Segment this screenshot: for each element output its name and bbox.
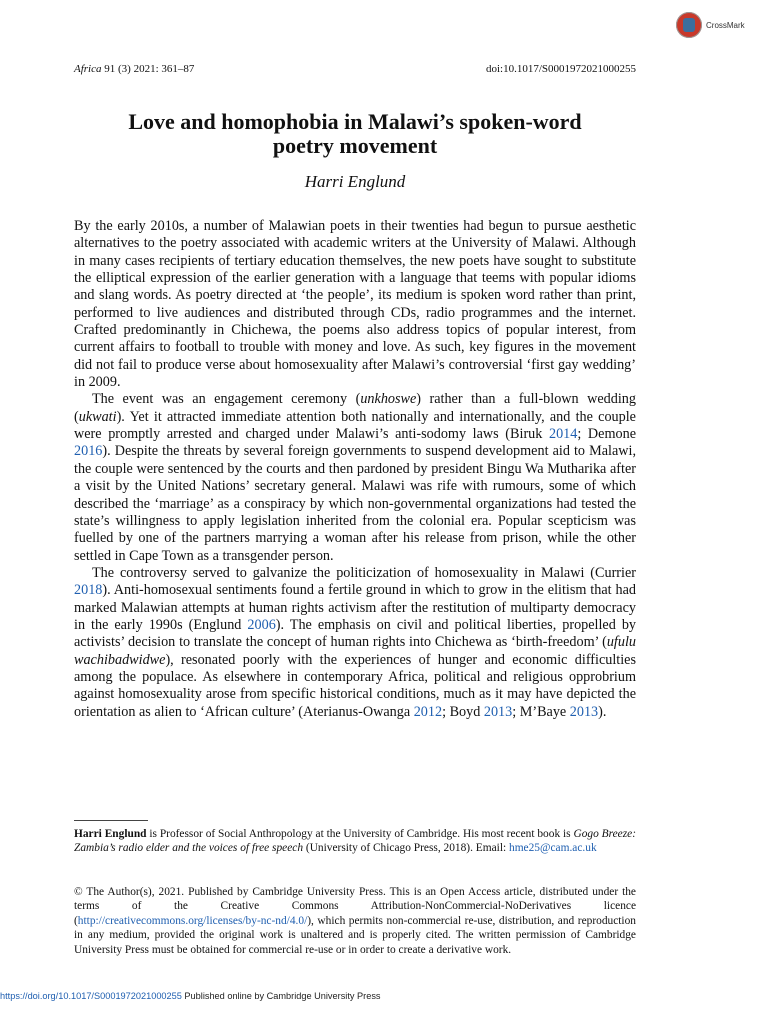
crossmark-label: CrossMark	[706, 20, 745, 30]
article-doi: doi:10.1017/S0001972021000255	[485, 63, 636, 75]
paragraph-text: The event was an engagement ceremony (	[92, 391, 361, 408]
paragraph-text: The controversy served to galvanize the politicization of homosexuality in Malawi (Currier	[92, 564, 636, 581]
journal-name: Africa	[74, 63, 102, 75]
paragraph-text: ). Yet it attracted immediate attention both nationally and internationally, and the couple were promptly arrested and charged under Malawi’s anti-sodomy laws (Biruk	[74, 408, 636, 443]
citation-year-link[interactable]: 2016	[74, 443, 103, 460]
paragraph-text: ; Boyd	[442, 703, 484, 720]
paragraph-text: ) rather than a full-blown wedding (	[74, 391, 636, 425]
paragraph-text: ). Despite the threats by several foreign governments to suspend development aid to Malawi, the couple were sentenced by the courts and then pardoned by president Bingu Wa Mutharika after a visit by the United Nations’ secretary general. Malawi was rife with rumours, some of which described the ‘marriage’ as a conspiracy by which non-governmental organizations had tested the state’s willingness to apply legislation inherited from the colonial era. Popular scepticism was fuelled by one of the partners marrying a woman after his release from prison, while the other settled in Cape Town as a transgender person.	[74, 443, 636, 564]
license-text-2: ), which permits non-commercial re-use, distribution, and reproduction in any medium, provided the original work is unaltered and is properly cited. The written permission of Cambridge University Press must be obtained for commercial re-use or in order to create a derivative work.	[74, 914, 636, 956]
journal-issue: 91 (3) 2021: 361–87	[104, 63, 195, 75]
paragraph-text: ; Demone	[577, 426, 636, 443]
bio-author-name: Harri Englund	[74, 828, 147, 840]
bio-book-title: Gogo Breeze: Zambia’s radio elder and the voices of free speech	[74, 828, 637, 855]
paragraph-text: ). The emphasis on civil and political liberties, propelled by activists’ decision to translate the concept of human rights into Chichewa as ‘birth-freedom’ (	[74, 616, 637, 651]
footer-published: Published online by Cambridge University Press	[181, 991, 381, 1001]
italic-term: unkhoswe	[360, 391, 417, 408]
citation-year-link[interactable]: 2014	[548, 426, 578, 443]
author-email-link[interactable]: hme25@cam.ac.uk	[509, 842, 597, 855]
citation-year-link[interactable]: 2018	[74, 582, 103, 599]
crossmark-badge[interactable]	[676, 12, 745, 38]
license-note	[74, 885, 636, 957]
bio-text-1: is Professor of Social Anthropology at the University of Cambridge. His most recent book is	[146, 828, 574, 840]
citation-year-link[interactable]: 2006	[247, 616, 276, 633]
page-footer	[0, 991, 381, 1001]
article-author: Harri Englund	[304, 172, 406, 191]
footnote-divider	[74, 820, 148, 821]
bio-text-2: (University of Chicago Press, 2018). Email:	[303, 842, 509, 855]
paragraph-text: By the early 2010s, a number of Malawian poets in their twenties had begun to pursue aesthetic alternatives to the poetry associated with academic writers at the University of Malawi. Although in many cases recipients of tertiary education themselves, the new poets have sought to substitute the elliptical expression of the earlier generation with a language that teems with popular idioms and slang words. As poetry directed at ‘the people’, its medium is spoken word rather than print, performed to live audiences and distributed through CDs, radio programmes and the internet. Crafted predominantly in Chichewa, the poems also address topics of popular interest, from current affairs to football to trouble with money and love. As such, key figures in the movement did not fail to produce verse about homosexuality after Malawi’s controversial ‘first gay wedding’ in 2009.	[74, 218, 636, 391]
footer-doi-link[interactable]: https://doi.org/10.1017/S0001972021000255	[0, 991, 182, 1001]
body-paragraph	[74, 218, 636, 391]
paragraph-text: ; M’Baye	[512, 703, 570, 720]
article-title	[74, 110, 636, 158]
paragraph-text: ).	[598, 703, 607, 720]
citation-year-link[interactable]: 2013	[569, 703, 599, 720]
paragraph-text: ). Anti-homosexual sentiments found a fertile ground in which to grow in the elitism that had marked Malawian attempts at human rights activism after the restitution of multiparty democracy in the early 1990s (Englund	[74, 582, 636, 633]
article-body	[74, 218, 636, 721]
title-line-2: poetry movement	[272, 133, 438, 158]
paragraph-text: ), resonated poorly with the experiences of hunger and economic difficulties among the populace. As elsewhere in contemporary Africa, political and religious opprobrium against homosexuality arose from specific historical conditions, much as it may have depicted the orientation as alien to ‘African culture’ (Aterianus-Owanga	[74, 651, 636, 720]
author-bio-note	[74, 827, 636, 856]
crossmark-icon	[676, 12, 702, 38]
italic-term: ukwati	[78, 408, 117, 425]
italic-term: ufulu wachibadwidwe	[74, 634, 636, 668]
running-header	[74, 63, 636, 75]
license-url-link[interactable]: http://creativecommons.org/licenses/by-nc-nd/4.0/	[77, 914, 308, 927]
license-text-1: © The Author(s), 2021. Published by Cambridge University Press. This is an Open Access article, distributed under the terms of the Creative Commons Attribution-NonCommercial-NoDerivatives licence (	[74, 886, 636, 927]
citation-year-link[interactable]: 2012	[413, 703, 443, 720]
title-line-1: Love and homophobia in Malawi’s spoken-word	[128, 109, 582, 134]
body-paragraph	[74, 565, 636, 721]
citation-year-link[interactable]: 2013	[483, 703, 513, 720]
body-paragraph	[74, 391, 636, 564]
